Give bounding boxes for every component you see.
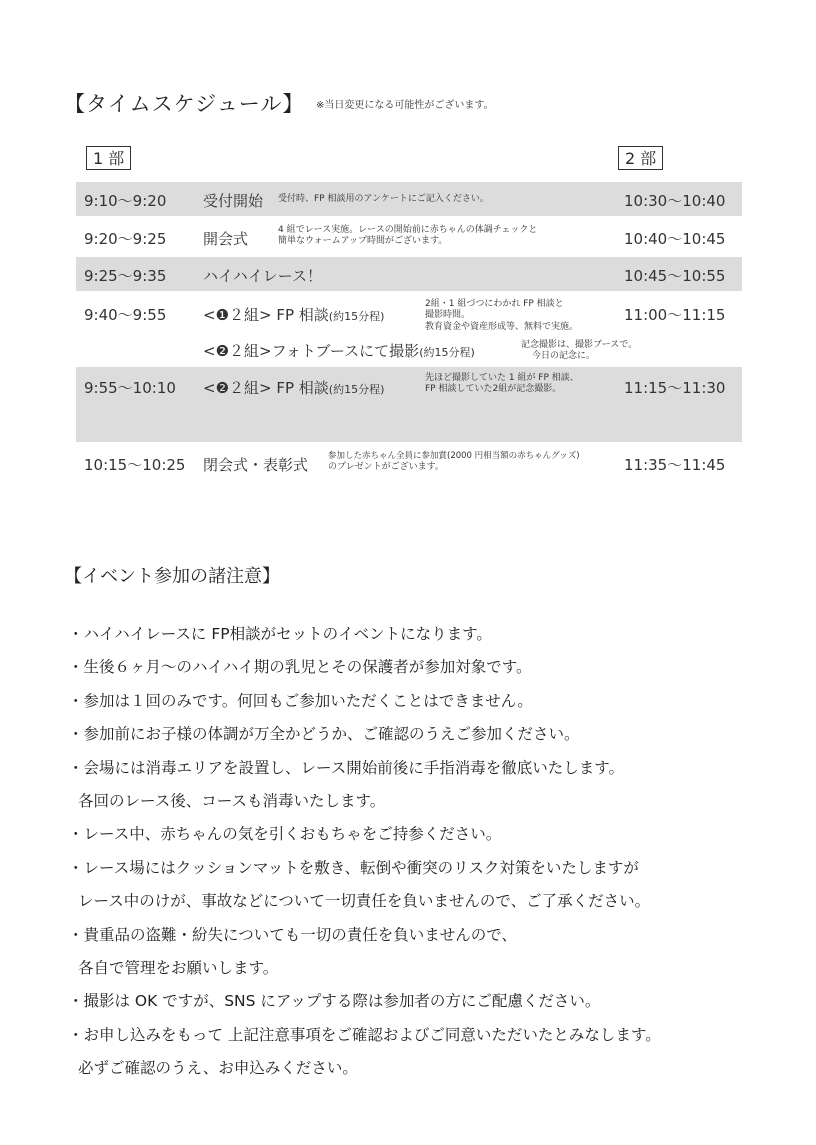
row-event: <❷２組> FP 相談: [203, 379, 329, 397]
row-desc: FP 相談していた2組が記念撮影。: [425, 384, 562, 394]
notices-list: [68, 618, 798, 1085]
row-desc: 教育資金や資産形成等、無料で実施。: [425, 322, 579, 332]
row-time1: 9:25〜9:35: [84, 267, 167, 285]
row-desc: 今日の記念に。: [532, 351, 596, 361]
row-time1: 9:40〜9:55: [84, 306, 167, 324]
row-event: <❷２組>フォトブースにて撮影: [203, 342, 420, 360]
row-desc: 先ほど撮影していた 1 組が FP 相談、: [425, 373, 579, 383]
notice-line: ・貴重品の盗難・紛失についても一切の責任を負いませんので、: [68, 925, 517, 944]
notices-title: 【イベント参加の諸注意】: [64, 566, 280, 587]
row-desc: 受付時、FP 相談用のアンケートにご記入ください。: [278, 194, 489, 204]
row-desc: のプレゼントがございます。: [328, 462, 444, 472]
row-desc: 4 組でレース実施。レースの開始前に赤ちゃんの体調チェックと: [278, 225, 538, 235]
notice-line: ・会場には消毒エリアを設置し、レース開始前後に手指消毒を徹底いたします。: [68, 758, 624, 777]
notice-line: ・レース中、赤ちゃんの気を引くおもちゃをご持参ください。: [68, 825, 502, 844]
notice-line: ・参加前にお子様の体調が万全かどうか、ご確認のうえご参加ください。: [68, 725, 580, 744]
schedule-row: [76, 367, 742, 442]
row-event-duration: (約15分程): [328, 310, 385, 323]
schedule-row: [76, 182, 742, 216]
row-time2: 11:35〜11:45: [624, 456, 726, 474]
row-event: ハイハイレース！: [203, 267, 322, 285]
notice-line: ・レース場にはクッションマットを敷き、転倒や衝突のリスク対策をいたしますが: [68, 858, 639, 877]
row-time2: 11:00〜11:15: [624, 306, 726, 324]
row-time2: 10:45〜10:55: [624, 267, 726, 285]
row-event: <❶２組> FP 相談: [203, 306, 329, 324]
row-desc: 参加した赤ちゃん全員に参加賞(2000 円相当額の赤ちゃんグッズ): [328, 451, 580, 461]
row-event: 受付開始: [203, 192, 264, 210]
row-time2: 11:15〜11:30: [624, 379, 726, 397]
row-event-duration: (約15分程): [328, 383, 385, 396]
row-desc: 2組・1 組づつにわかれ FP 相談と: [425, 299, 564, 309]
row-time1: 9:10〜9:20: [84, 192, 167, 210]
part2-label: 2 部: [618, 146, 663, 170]
row-time2: 10:40〜10:45: [624, 230, 726, 248]
part1-label: 1 部: [86, 146, 131, 170]
schedule-row: [76, 257, 742, 291]
row-time2: 10:30〜10:40: [624, 192, 726, 210]
notice-line: ・お申し込みをもって 上記注意事項をご確認およびご同意いただいたとみなします。: [68, 1025, 661, 1044]
notice-line: 必ずご確認のうえ、お申込みください。: [78, 1059, 358, 1078]
row-time1: 9:20〜9:25: [84, 230, 167, 248]
notice-line: ・撮影は OK ですが、SNS にアップする際は参加者の方にご配慮ください。: [68, 992, 601, 1011]
schedule-title: 【タイムスケジュール】: [64, 92, 305, 116]
notice-line: ・参加は１回のみです。何回もご参加いただくことはできません。: [68, 691, 533, 710]
notice-line: 各回のレース後、コースも消毒いたします。: [78, 791, 386, 810]
row-event: 開会式: [203, 230, 249, 248]
schedule-row: [76, 294, 742, 366]
row-event-duration: (約15分程): [419, 346, 475, 359]
schedule-row: [76, 446, 742, 480]
row-desc: 記念撮影は、撮影ブースで。: [521, 340, 638, 350]
notice-line: ・ハイハイレースに FP相談がセットのイベントになります。: [68, 625, 492, 643]
notice-line: ・生後６ヶ月〜のハイハイ期の乳児とその保護者が参加対象です。: [68, 658, 532, 677]
row-desc: 簡単なウォームアップ時間がございます。: [278, 236, 448, 246]
notice-line: レース中のけが、事故などについて一切責任を負いませんので、ご了承ください。: [78, 892, 651, 911]
schedule-note: ※当日変更になる可能性がございます。: [316, 100, 494, 111]
row-time1: 10:15〜10:25: [84, 456, 186, 474]
row-event: 閉会式・表彰式: [203, 456, 309, 474]
row-time1: 9:55〜10:10: [84, 379, 176, 397]
row-desc: 撮影時間。: [425, 310, 471, 320]
schedule-row: [76, 220, 742, 254]
notice-line: 各自で管理をお願いします。: [78, 958, 279, 977]
